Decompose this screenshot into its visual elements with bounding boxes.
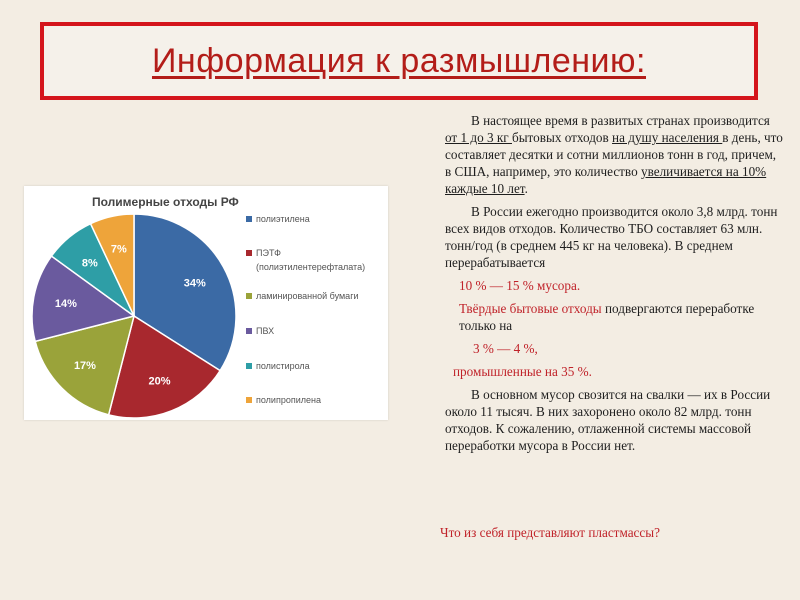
legend-swatch bbox=[246, 363, 252, 369]
title-frame bbox=[40, 22, 758, 100]
slice-label: 20% bbox=[148, 375, 171, 388]
paragraph-4 bbox=[445, 300, 783, 334]
info-text bbox=[445, 112, 783, 454]
legend-swatch bbox=[246, 397, 252, 403]
slice-label: 8% bbox=[81, 257, 98, 270]
legend-label: полиэтилена bbox=[256, 214, 310, 224]
legend-label: ламинированной бумаги bbox=[256, 291, 359, 301]
legend-label: (полиэтилентерефталата) bbox=[256, 262, 366, 272]
legend-label: ПВХ bbox=[256, 326, 275, 336]
p1-text-b: бытовых отходов bbox=[511, 130, 613, 145]
p4-text: подвергаются переработке только на bbox=[459, 301, 755, 333]
industrial-rate: промышленные на 35 %. bbox=[453, 364, 592, 379]
paragraph-1 bbox=[445, 112, 783, 197]
paragraph-2: В России ежегодно производится около 3,8 млрд. тонн всех видов отходов. Количество ТБО составляет 63 млн. тонн/год (в среднем 445 кг на человека). В среднем перерабатывается bbox=[445, 204, 778, 270]
p1-underlined-2: на душу населения bbox=[612, 130, 723, 145]
p4-highlight: Твёрдые бытовые отходы bbox=[459, 301, 602, 316]
slice-label: 7% bbox=[110, 243, 127, 256]
p1-text-a: В настоящее время в развитых странах производится bbox=[471, 113, 770, 128]
legend-label: ПЭТФ bbox=[256, 248, 281, 258]
slice-label: 14% bbox=[54, 298, 77, 311]
recycling-rate: 10 % — 15 % мусора. bbox=[459, 278, 581, 293]
legend-label: полистирола bbox=[256, 361, 310, 371]
paragraph-7: В основном мусор свозится на свалки — их в России около 11 тысяч. В них захоронено около 82 млрд. тонн отходов. К сожалению, отлаженной системы массовой переработки мусора в России нет. bbox=[445, 387, 771, 453]
chart-title: Полимерные отходы РФ bbox=[92, 195, 239, 209]
pie-chart bbox=[24, 186, 388, 420]
legend-swatch bbox=[246, 328, 252, 334]
question-text: Что из себя представляют пластмассы? bbox=[440, 525, 660, 540]
p1-text-d: . bbox=[524, 181, 528, 196]
p1-underlined-1: от 1 до 3 кг bbox=[445, 130, 512, 145]
slice-label: 17% bbox=[73, 360, 96, 373]
legend-swatch bbox=[246, 216, 252, 222]
page-title: Информация к размышлению: bbox=[151, 41, 646, 80]
legend-swatch bbox=[246, 293, 252, 299]
slice-label: 34% bbox=[183, 277, 206, 290]
p1-underlined-3: увеличивается на 10% каждые 10 лет bbox=[445, 164, 767, 196]
household-rate: 3 % — 4 %, bbox=[473, 341, 538, 356]
p1-text-c: в день, что составляет десятки и сотни миллионов тонн в год, причем, в США, например, это количество bbox=[445, 130, 783, 179]
pie-chart-card bbox=[24, 186, 388, 420]
legend-label: полипропилена bbox=[256, 395, 321, 405]
legend-swatch bbox=[246, 250, 252, 256]
